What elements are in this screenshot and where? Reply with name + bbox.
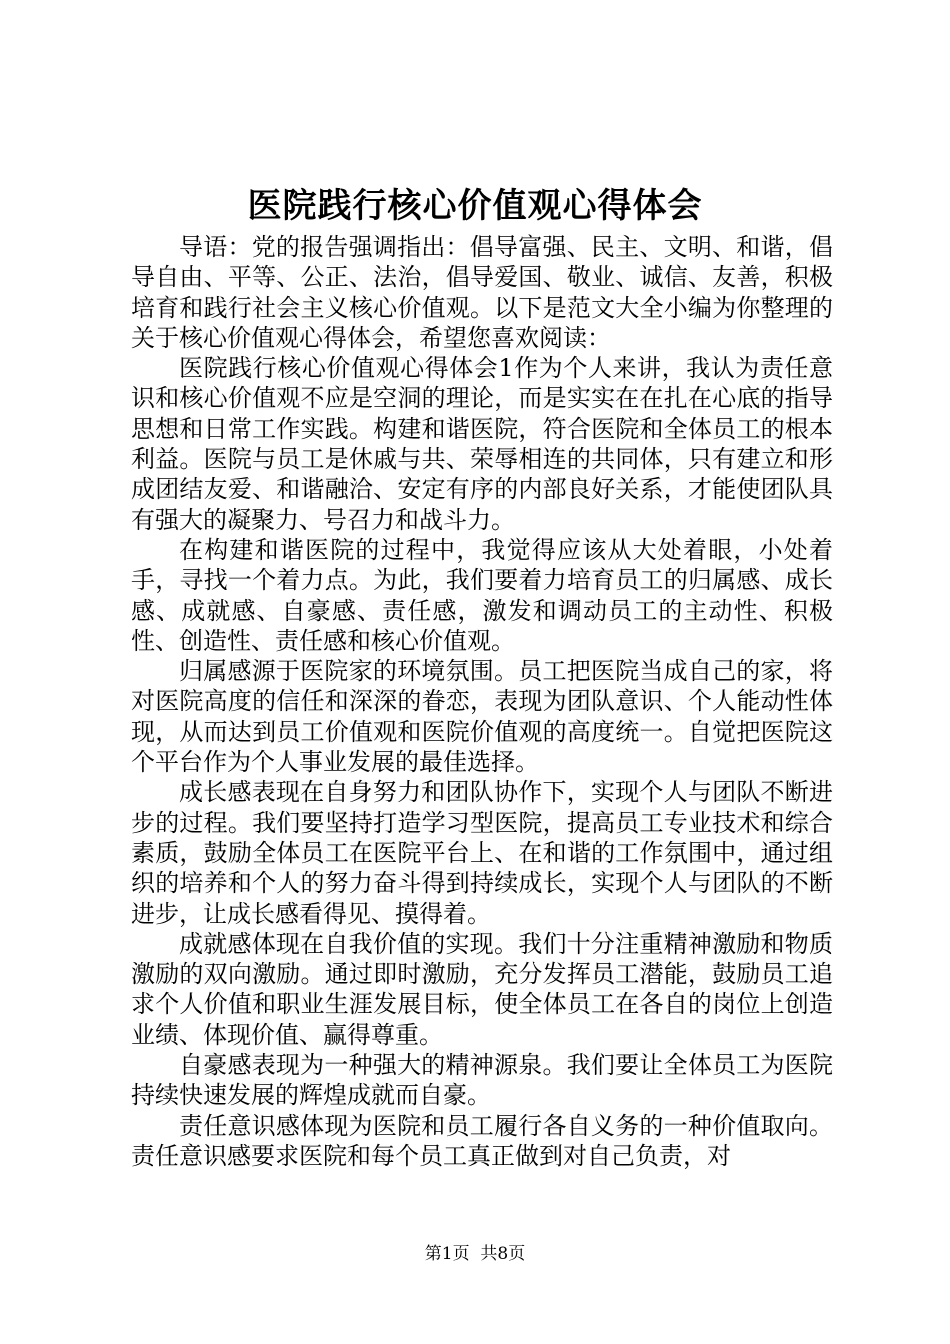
document-title: 医院践行核心价值观心得体会 [247,186,703,226]
page-number-footer: 第1页 共8页 [424,1244,526,1264]
paragraph: 自豪感表现为一种强大的精神源泉。我们要让全体员工为医院持续快速发展的辉煌成就而自豪。 [131,1051,833,1110]
document-body [131,232,833,1171]
paragraph: 医院践行核心价值观心得体会1作为个人来讲，我认为责任意识和核心价值观不应是空洞的理论，而是实实在在扎在心底的指导思想和日常工作实践。构建和谐医院，符合医院和全体员工的根本利益。医院与员工是休戚与共、荣辱相连的共同体，只有建立和形成团结友爱、和谐融洽、安定有序的内部良好关系，才能使团队具有强大的凝聚力、号召力和战斗力。 [131,354,833,534]
paragraph: 责任意识感体现为医院和员工履行各自义务的一种价值取向。责任意识感要求医院和每个员工真正做到对自己负责，对 [131,1111,833,1170]
paragraph: 成长感表现在自身努力和团队协作下，实现个人与团队不断进步的过程。我们要坚持打造学习型医院，提高员工专业技术和综合素质，鼓励全体员工在医院平台上、在和谐的工作氛围中，通过组织的培养和个人的努力奋斗得到持续成长，实现个人与团队的不断进步，让成长感看得见、摸得着。 [131,778,833,928]
paragraph: 在构建和谐医院的过程中，我觉得应该从大处着眼，小处着手，寻找一个着力点。为此，我们要着力培育员工的归属感、成长感、成就感、自豪感、责任感，激发和调动员工的主动性、积极性、创造性、责任感和核心价值观。 [131,535,833,655]
paragraph: 归属感源于医院家的环境氛围。员工把医院当成自己的家，将对医院高度的信任和深深的眷恋，表现为团队意识、个人能动性体现，从而达到员工价值观和医院价值观的高度统一。自觉把医院这个平台作为个人事业发展的最佳选择。 [131,657,833,777]
paragraph: 成就感体现在自我价值的实现。我们十分注重精神激励和物质激励的双向激励。通过即时激励，充分发挥员工潜能，鼓励员工追求个人价值和职业生涯发展目标，使全体员工在各自的岗位上创造业绩、体现价值、赢得尊重。 [131,929,833,1049]
paragraph-intro: 导语：党的报告强调指出：倡导富强、民主、文明、和谐，倡导自由、平等、公正、法治，倡导爱国、敬业、诚信、友善，积极培育和践行社会主义核心价值观。以下是范文大全小编为你整理的关于核心价值观心得体会，希望您喜欢阅读： [131,233,833,352]
